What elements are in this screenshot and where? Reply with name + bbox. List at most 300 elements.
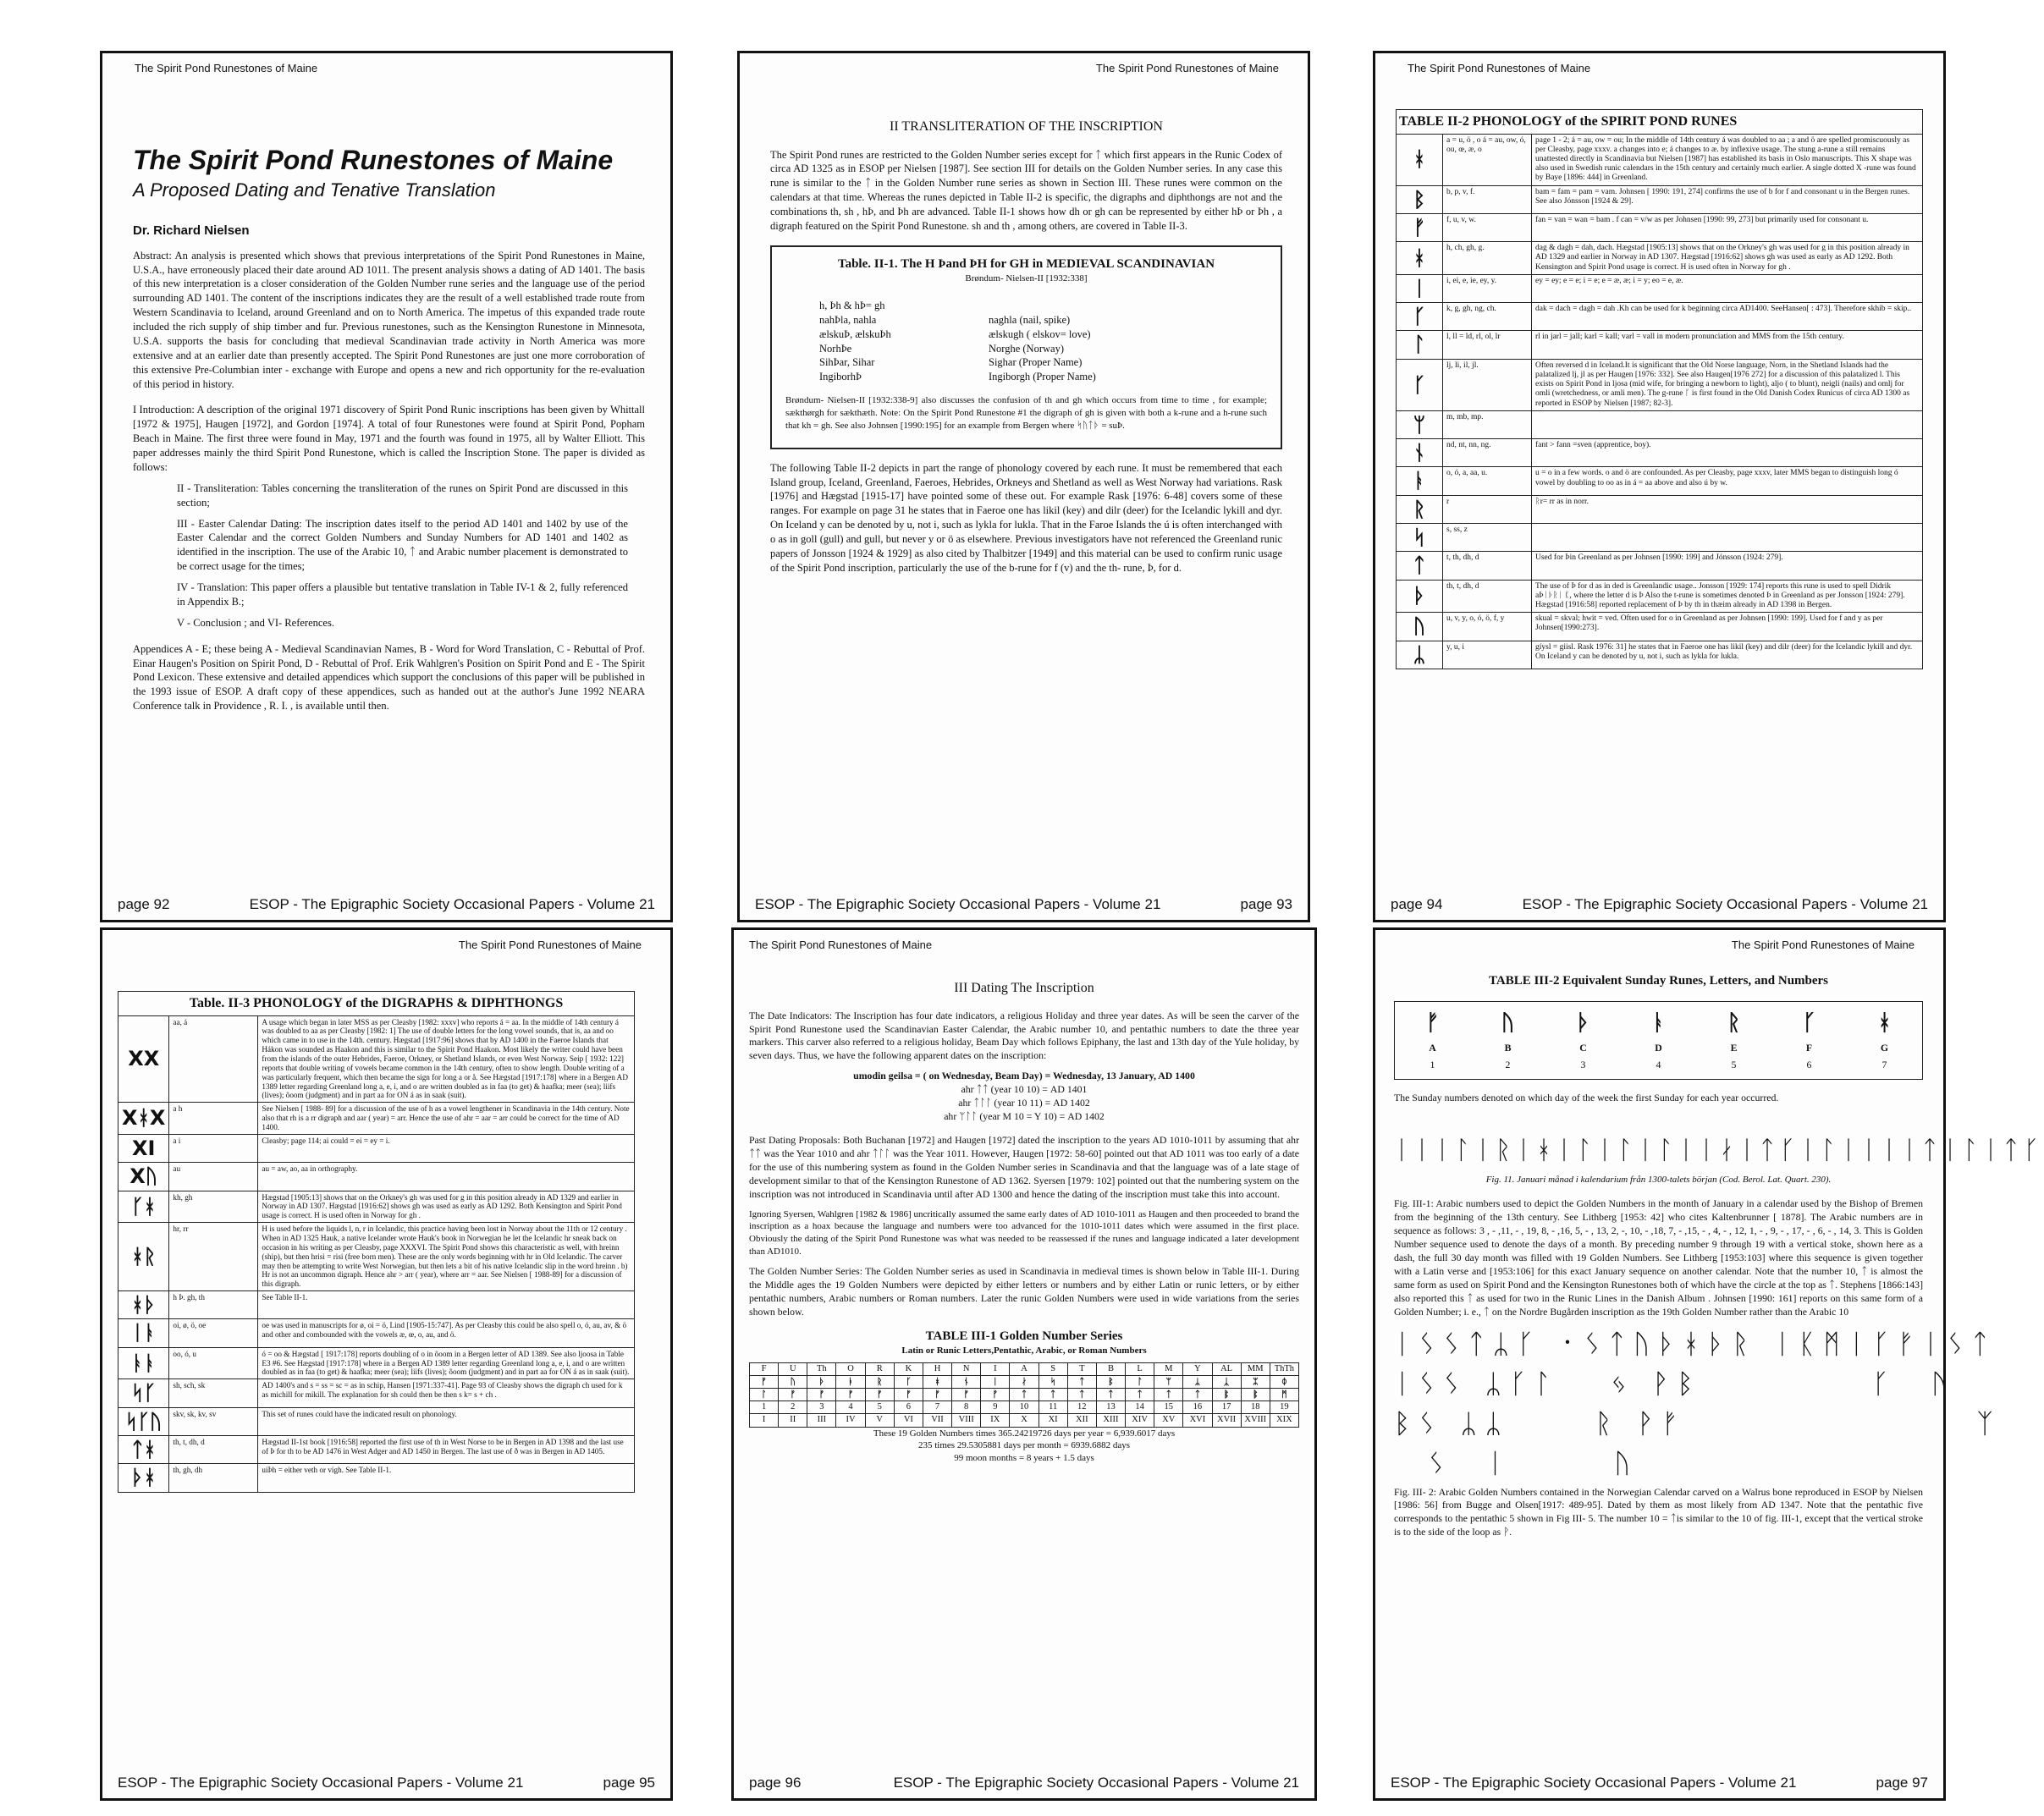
- golden-cell: R: [866, 1363, 895, 1375]
- table-row: [118, 1407, 635, 1435]
- note-cell: ó = oo & Hægstad [ 1917:178] reports doubling of o in õoom in a Bergen letter of AD 1389. See also ljoosa in Table E3 #6. See Hægstad [1917:178] where in a Bergen AD 1389 letter regarding Greenland long a, e, i, and o are written doubled as in faa (to get) & haafka; meer (sea); liifs (lives); õoom (judgment) and in part aa for ON á as in saak (suit).: [258, 1347, 635, 1379]
- sunday-cell: ᚢ: [1501, 1010, 1515, 1037]
- golden-cell: 13: [1097, 1401, 1126, 1413]
- rune-cell: ᚴ: [1397, 303, 1443, 331]
- golden-cell: ᛚ: [1126, 1376, 1154, 1388]
- table-row: [1397, 134, 1923, 185]
- rune-cell: ᚱ: [1397, 495, 1443, 523]
- rune-cell: ᚢ: [1397, 613, 1443, 641]
- golden-cell: ᛏ: [1010, 1389, 1039, 1401]
- sunday-cell: 2: [1505, 1059, 1511, 1071]
- page-number: page 96: [749, 1775, 802, 1791]
- golden-cell: ᛏ: [1039, 1389, 1068, 1401]
- golden-cell: 18: [1242, 1401, 1270, 1413]
- page-number: page 95: [603, 1775, 655, 1791]
- golden-cell: AL: [1213, 1363, 1242, 1375]
- rune-cell: ᚼᚦ: [118, 1291, 169, 1319]
- sound-cell: sh, sch, sk: [169, 1379, 258, 1407]
- golden-cell: ᛔ: [1242, 1389, 1270, 1401]
- paragraph: The following Table II-2 depicts in part the range of phonology covered by each rune. It must be remembered that each Island group, Iceland, Greenland, Faeroes, Hebrides, Orkneys and Shetland as well as West Norway had variations. Rask [1976] and Hægstad [1915-17] have pointed some of these out. For example Rask [1976: 6-48] covers some of these ranges. For example on page 31 he states that in Faeroe one has likil (key) and dilr (deer) for the Icelandic lykill and dyr. On Iceland y can be denoted by u, not i, such as lykla for lukla. That in the Faroe Islands the ú is often interchanged with o as in goll (gull) and gull, but never y or ö as elsewhere. Previous investigators have not referenced the Greenland runic papers of Jonsson [1924 & 1929] as also cited by Thalbitzer [1949] and this material can be used to confirm runic usage of the Spirit Pond inscription, particularly the use of the b-rune for f (v) and the th- rune, Þ, for d.: [770, 461, 1282, 574]
- note-cell: skual = skval; hwit = ved. Often used for o in Greenland as per Johnsen [1990: 199]. Used for f and y as per Johnsen[1990:273].: [1532, 613, 1923, 641]
- rune-cell: ᛚ: [1397, 331, 1443, 359]
- date-list: [749, 1070, 1299, 1124]
- table-title: TABLE III-2 Equivalent Sunday Runes, Letters, and Numbers: [1488, 974, 1829, 988]
- running-header: The Spirit Pond Runestones of Maine: [1408, 62, 1591, 74]
- box-cell-meaning: naghla (nail, spike): [989, 313, 1071, 326]
- note-cell: [1532, 410, 1923, 438]
- page-number: page 97: [1876, 1775, 1928, 1791]
- sound-cell: y, u, i: [1443, 641, 1532, 669]
- box-line: h, Þh & hÞ= gh: [819, 299, 885, 311]
- note-cell: See Table II-1.: [258, 1291, 635, 1319]
- golden-cell: XVII: [1213, 1414, 1242, 1426]
- golden-cell: VI: [895, 1414, 923, 1426]
- rune-cell: ᛏᚼ: [118, 1435, 169, 1463]
- handwritten-numbers: ᛁᛊᛊᛏᛦᚴ ᛫ᛊᛏᚢᚦᚼᚦᚱ ᛁᛕᛗᛁᚴᚠᛁᛊᛏ: [1394, 1327, 1997, 1360]
- sunday-row-numbers: [1395, 1059, 1922, 1072]
- golden-cell: ᚴ: [895, 1376, 923, 1388]
- rune-cell: XX: [118, 1015, 169, 1103]
- table-footnote: 99 moon months = 8 years + 1.5 days: [954, 1453, 1094, 1464]
- article-title: The Spirit Pond Runestones of Maine: [133, 145, 614, 175]
- golden-cell: B: [1097, 1363, 1126, 1375]
- sunday-cell: ᚠ: [1425, 1010, 1440, 1037]
- golden-cell: U: [779, 1363, 807, 1375]
- paragraph: The Spirit Pond runes are restricted to the Golden Number series except for ᛏ which first appears in the Runic Codex of circa AD 1325 as in ESOP per Nielsen [1987]. See section III for details on the Golden Number series. In any case this rune is similar to the ᛏ in the Golden Number rune series as shown in Section III. These runes were common on the calendars at that time. Whereas the runes depicted in Table II-2 is specific, the digraphs and diphthongs are not and the combinations th, sh , hÞ, and Þh are advanced. Table II-1 shows how dh or gh can be represented by either hÞ or Þh , a digraph featured on the Spirit Pond Runestone. sh and th , among others, are covered in Table II-3.: [770, 148, 1282, 232]
- golden-cell: ᚠ: [952, 1389, 981, 1401]
- golden-row-runes: [750, 1375, 1298, 1388]
- table-row: [118, 1134, 635, 1162]
- section-heading: III Dating The Inscription: [954, 981, 1094, 995]
- table-row: [1397, 242, 1923, 275]
- golden-cell: 3: [807, 1401, 836, 1413]
- golden-cell: XII: [1068, 1414, 1097, 1426]
- outline-item-5: V - Conclusion ; and VI- References.: [177, 616, 334, 629]
- golden-cell: ᚠ: [779, 1389, 807, 1401]
- box-cell-source: nahÞla, nahla: [819, 313, 877, 326]
- table-row: [1397, 303, 1923, 331]
- sunday-cell: ᚼ: [1877, 1010, 1892, 1037]
- box-row: [819, 355, 1267, 370]
- table-subtitle: Latin or Runic Letters,Pentathic, Arabic, or Roman Numbers: [901, 1345, 1147, 1356]
- sunday-cell: ᚱ: [1727, 1010, 1741, 1037]
- table-title: Table. II-3 PHONOLOGY of the DIGRAPHS & DIPHTHONGS: [118, 991, 635, 1015]
- golden-cell: 15: [1154, 1401, 1183, 1413]
- golden-cell: VII: [923, 1414, 952, 1426]
- article-subtitle: A Proposed Dating and Tenative Translation: [133, 179, 496, 201]
- sound-cell: m, mb, mp.: [1443, 410, 1532, 438]
- box-row: [819, 342, 1267, 356]
- page-95-body: [118, 991, 635, 1493]
- golden-cell: 8: [952, 1401, 981, 1413]
- sunday-cell: F: [1805, 1042, 1813, 1054]
- table-row: [118, 1464, 635, 1492]
- outline-item-4: IV - Translation: This paper offers a plausible but tentative translation in Table IV-1 & 2, fully referenced in Appendix B.;: [177, 581, 628, 608]
- golden-cell: 4: [836, 1401, 865, 1413]
- sunday-row-letters: [1395, 1042, 1922, 1055]
- page-97: [1373, 927, 2044, 1801]
- table-footnote: 235 times 29.5305881 days per month = 6939.6882 days: [917, 1440, 1131, 1451]
- table-row: [1397, 213, 1923, 241]
- table-row: [118, 1319, 635, 1347]
- sound-cell: th, t, dh, d: [169, 1435, 258, 1463]
- sunday-cell: G: [1880, 1042, 1889, 1054]
- golden-cell: XI: [1039, 1414, 1068, 1426]
- rune-cell: ᚦ: [1397, 580, 1443, 613]
- figure-caption: Fig. III-1: Arabic numbers used to depict the Golden Numbers in the month of January in a calendar used by the Bishop of Bremen from the beginning of the 13th century. See Lithberg [1953: 42] who cites Kaltenbrunner [ 1878]. The Arabic numbers are in sequence as follows: 3 , - ,11, - , 19, 8, - ,16, 5, - , 13, 2, -, 10, - ,18, 7, - ,15, - , 4, - , 12, 1, - , 9, - , 17, - , 6, - , 14, 3. This is Golden Number sequence used to denote the days of a month. By preceding number 9 through 19 with a vertical stoke, shown here as a dash, the full 30 day month was filled with 19 Golden Numbers. See Lithberg [1953:103] where this sequence is given together with a Latin verse and [1953:106] for this exact January sequence on another calendar. Note that the number 10, ᛏ is almost the same form as used on Spirit Pond and the Kensington Runestones both of which have the circle at the top as ᛏ. Stephens [1866:143] also reported this ᛏ as used for two in the Runic Lines in the Danish Album . Johnsen [1990: 161] reports on this same form of a Golden Number; i. e., ᛏ on the Nordre Bugården inscription as the 19th Golden Number rather than the Arabic 10: [1394, 1197, 1923, 1318]
- note-cell: u = o in a few words. o and ö are confounded. As per Cleasby, page xxxv, later MMS began to distinguish long ó vowel by doubling to oo as in á = aa above and also ú by w.: [1532, 467, 1923, 495]
- note-cell: AD 1400's and s = ss = sc = as in schip, Hansen [1971:337-41]. Page 93 of Cleasby shows the digraph ch used for k as michill for mikill. The explanation for sh could then be then s k= s + ch .: [258, 1379, 635, 1407]
- table-title: TABLE III-1 Golden Number Series: [925, 1329, 1123, 1343]
- sunday-cell: B: [1504, 1042, 1512, 1054]
- box-title: Table. II-1. The H Þand ÞH for GH in MEDIEVAL SCANDINAVIAN: [837, 256, 1215, 271]
- golden-cell: Y: [1183, 1363, 1212, 1375]
- box-cell-meaning: ælskugh ( elskov= love): [989, 327, 1091, 340]
- golden-cell: L: [1126, 1363, 1154, 1375]
- golden-cell: ᛋ: [1039, 1376, 1068, 1388]
- box-cell-meaning: Norghe (Norway): [989, 342, 1064, 355]
- box-source: Brøndum- Nielsen-II [1932:338]: [965, 273, 1088, 284]
- sound-cell: kh, gh: [169, 1191, 258, 1223]
- journal-name: ESOP - The Epigraphic Society Occasional Papers - Volume 21: [249, 896, 655, 912]
- table-row: [1397, 641, 1923, 669]
- rune-cell: ᛋᚴ: [118, 1379, 169, 1407]
- table-row: [118, 1435, 635, 1463]
- page-footer: [1391, 896, 1928, 913]
- golden-cell: 6: [895, 1401, 923, 1413]
- note-cell: gíysl = giisl. Rask 1976: 31] he states that in Faeroe one has likil (key) and dilr (deer) for the Icelandic lykill and dyr. On Iceland y can be denoted by u, not i, such as lykla for lukla.: [1532, 641, 1923, 669]
- sunday-table: [1394, 1001, 1923, 1080]
- running-header: The Spirit Pond Runestones of Maine: [1731, 938, 1915, 951]
- note-cell: Hægstad [1905:13] shows that on the Orkney's gh was used for g in this position already in AD 1329 and earlier in Norway in AD 1307. Hægstad [1916:62] shows gh was used as early as AD 1292. Both Kensington and Spirit Pond usage is correct. H is used often in Norway for gh .: [258, 1191, 635, 1223]
- golden-cell: ᚠ: [836, 1389, 865, 1401]
- note-cell: This set of runes could have the indicated result on phonology.: [258, 1407, 635, 1435]
- page-96: [731, 927, 1317, 1801]
- table-row: [1397, 274, 1923, 302]
- golden-cell: ᛯ: [1242, 1376, 1270, 1388]
- golden-number-table: [749, 1362, 1299, 1428]
- date-line: ahr ᛘᛚᛚ (year M 10 = Y 10) = AD 1402: [944, 1110, 1105, 1123]
- rune-cell: ᛋᚴᚢ: [118, 1407, 169, 1435]
- table-footnote: These 19 Golden Numbers times 365.24219726 days per year = 6,939.6017 days: [873, 1428, 1176, 1439]
- sunday-row-runes: [1395, 1009, 1922, 1038]
- golden-cell: II: [779, 1414, 807, 1426]
- golden-cell: ᚠ: [807, 1389, 836, 1401]
- handwritten-numbers: ᛊ ᛁ ᚢ: [1394, 1447, 1639, 1480]
- golden-cell: ᛁ: [981, 1376, 1010, 1388]
- page-footer: [755, 896, 1292, 913]
- calendar-caption: Fig. 11. Januari månad i kalendarium från 1300-talets början (Cod. Berol. Lat. Quart. 230).: [1485, 1174, 1832, 1185]
- sunday-cell: 6: [1806, 1059, 1812, 1071]
- note-cell: ey = ey; e = e; i = e; e = æ, æ; i = y; eo = e, æ.: [1532, 274, 1923, 302]
- running-header: The Spirit Pond Runestones of Maine: [458, 938, 642, 951]
- golden-cell: 16: [1183, 1401, 1212, 1413]
- rune-cell: ᛋ: [1397, 524, 1443, 552]
- sunday-cell: A: [1429, 1042, 1436, 1054]
- running-header: The Spirit Pond Runestones of Maine: [1095, 62, 1279, 74]
- box-cell-source: ælskuÞ, ælskuÞh: [819, 327, 891, 340]
- outline-item-2: II - Transliteration: Tables concerning the transliteration of the runes on Spirit Pond are discussed in this section;: [177, 482, 628, 509]
- note-cell: See Nielsen [ 1988- 89] for a discussion of the use of h as a vowel lengthener in Scandinavia in the 14th century. Note also that rh is a rr digraph and aar ( year) = arr. Hence the use of ahr = aar = arr could be correct for the time of AD 1400.: [258, 1103, 635, 1135]
- golden-cell: V: [866, 1414, 895, 1426]
- golden-cell: ᛗ: [1281, 1390, 1287, 1401]
- sound-cell: lj, li, il, jl.: [1443, 359, 1532, 410]
- note-cell: fant > fann =sven (apprentice, boy).: [1532, 439, 1923, 467]
- table-row: [1397, 410, 1923, 438]
- golden-cell: XIX: [1276, 1415, 1292, 1425]
- golden-cell: ᛏ: [1126, 1389, 1154, 1401]
- date-line: ahr ᛏᛏ (year 10 10) = AD 1401: [961, 1083, 1088, 1096]
- sound-cell: k, g, gh, ng, ch.: [1443, 303, 1532, 331]
- page-93-body: [770, 102, 1282, 582]
- golden-cell: ᛰ: [1281, 1376, 1287, 1387]
- note-cell: fan = van = wan = bam . f can = v/w as per Johnsen [1990: 99, 273] but primarily used for consonant u.: [1532, 213, 1923, 241]
- paragraph: Past Dating Proposals: Both Buchanan [1972] and Haugen [1972] dated the inscription to the years AD 1010-1011 by assuming that ahr ᛏᛏ was the Year 1010 and ahr ᛏᛚᛚ was the Year 1011. However, Haugen [1972: 58-60] pointed out that AD 1011 was too early of a date for the use of this numbering system as found in the Golden Number series in Scandinavia and that the language was of a late stage of development similar to that of the Kensington Runestone of AD 1362. Syersen [1979: 102] pointed out that the numbering system on the inscription was not introduced in Scandinavia until after AD 1300 and hence the dating of the inscription must take this into account.: [749, 1133, 1299, 1200]
- page-number: page 92: [118, 896, 170, 912]
- handwritten-numbers: ᛁᛊᛊ ᛦᚴᛚ ᛃ ᚹᛒ ᚴ ᚢ: [1394, 1367, 1957, 1400]
- sound-cell: b, p, v, f.: [1443, 185, 1532, 213]
- golden-cell: III: [807, 1414, 836, 1426]
- sound-cell: a i: [169, 1134, 258, 1162]
- note-cell: rl in jarl = jall; karl = kall; varl = vall in modern pronunciation and MMS from the 15th century.: [1532, 331, 1923, 359]
- sound-cell: skv, sk, kv, sv: [169, 1407, 258, 1435]
- golden-cell: XIV: [1126, 1414, 1154, 1426]
- golden-cell: A: [1010, 1363, 1039, 1375]
- box-row: [819, 313, 1267, 327]
- sound-cell: t, th, dh, d: [1443, 552, 1532, 580]
- golden-cell: ᛘ: [1154, 1376, 1183, 1388]
- golden-cell: K: [895, 1363, 923, 1375]
- phonology-table: [1396, 134, 1923, 669]
- rune-cell: ᚭ: [1397, 467, 1443, 495]
- note-cell: uiÞh = either veth or vigh. See Table II-1.: [258, 1464, 635, 1492]
- golden-cell: 1: [750, 1401, 779, 1413]
- table-ii-1-box: [770, 245, 1282, 449]
- box-row: [819, 370, 1267, 384]
- golden-cell: IX: [981, 1414, 1010, 1426]
- golden-cell: Th: [807, 1363, 836, 1375]
- golden-cell: ᛏ: [1097, 1389, 1126, 1401]
- sunday-cell: 7: [1881, 1059, 1887, 1071]
- sunday-cell: 4: [1656, 1059, 1661, 1071]
- table-row: [118, 1103, 635, 1135]
- sound-cell: l, ll = ld, rl, ol, lr: [1443, 331, 1532, 359]
- golden-cell: ᚾ: [952, 1376, 981, 1388]
- box-cell-meaning: Sighar (Proper Name): [989, 356, 1083, 369]
- golden-cell: ᚼ: [923, 1376, 952, 1388]
- journal-name: ESOP - The Epigraphic Society Occasional Papers - Volume 21: [118, 1775, 524, 1791]
- sound-cell: th, t, dh, d: [1443, 580, 1532, 613]
- golden-cell: O: [836, 1363, 865, 1375]
- section-heading: II TRANSLITERATION OF THE INSCRIPTION: [890, 119, 1163, 134]
- box-rows: [819, 313, 1267, 384]
- golden-cell: 2: [779, 1401, 807, 1413]
- paragraph: Ignoring Syersen, Wahlgren [1982 & 1986] uncritically assumed the same early dates of AD 1010-1011 as Haugen and then proceeded to brand the inscription as a hoax because the language and numbers were too advanced for the 1010-1011 dates which were assumed in the first place. Obviously the dating of the Spirit Pond Runestone was what was needed to be reassessed if the runes and language indicated a later development than AD1010.: [749, 1208, 1299, 1257]
- page-footer: [1391, 1775, 1928, 1791]
- page-footer: [749, 1775, 1299, 1791]
- golden-cell: ᛚ: [750, 1389, 779, 1401]
- note-cell: A usage which began in later MSS as per Cleasby [1982: xxxv] who reports á = aa. In the middle of 14th century á was doubled to aa as per Cleasby [1982: 1] The use of double letters for the long vowel sounds, that is, aa and oo which came in to use in the 14th. century. Hægstad [1917:96] shows that by AD 1400 in the Faeroe Islands that Hákon was sounded as Haakon and this is similar to the Spirit Pond Haakon. Most likely the writer could have been from the islands of the outer Hebrides, Faeroe, Orkney, or Shetland Islands, or even West Norway. Seip [ 1932: 122] reports that double writing of vowels became common in the 14th century, often to show length. Double writing of a was particularly frequent, which then became the sign for long a or å. See Hægstad [1917:178] where in a Bergen AD 1389 letter regarding Greenland long a, e, i, and o are written doubled as in faa (to get) & haafka; meer (sea); liifs (lives); õoom (judgment) and in part aa for ON á as in saak (suit).: [258, 1015, 635, 1103]
- golden-cell: X: [1010, 1414, 1039, 1426]
- rune-cell: ᛏ: [1397, 552, 1443, 580]
- golden-cell: F: [750, 1363, 779, 1375]
- golden-cell: ᛏ: [1068, 1376, 1097, 1388]
- golden-cell: ᛦ: [1183, 1376, 1212, 1388]
- note-cell: au = aw, ao, aa in orthography.: [258, 1163, 635, 1191]
- box-cell-source: IngiborhÞ: [819, 371, 862, 383]
- page-93: [737, 51, 1310, 922]
- sound-cell: o, ó, a, aa, u.: [1443, 467, 1532, 495]
- sound-cell: au: [169, 1163, 258, 1191]
- page-number: page 93: [1240, 896, 1292, 912]
- rune-cell: ᛒ: [1397, 185, 1443, 213]
- box-note: Brøndum- Nielsen-II [1932:338-9] also discusses the confusion of th and gh which occurs from time to time , for example; sækthørgh for sækthæth. Note: On the Spirit Pond Runestone #1 the digraph of gh is given with both a k-rune and a h-rune such that kh = gh. See also Johnsen [1990:195] for an example from Bergen where ᛋᚢᛏᚦ = suÞ.: [785, 395, 1267, 431]
- golden-cell: 5: [866, 1401, 895, 1413]
- rune-cell: ᛘ: [1397, 410, 1443, 438]
- table-row: [1397, 331, 1923, 359]
- table-row: [1397, 552, 1923, 580]
- golden-cell: ᚢ: [779, 1376, 807, 1388]
- sunday-cell: ᚭ: [1651, 1010, 1666, 1037]
- rune-cell: ᚴ: [1397, 359, 1443, 410]
- golden-cell: ThTh: [1274, 1363, 1295, 1373]
- page-94: [1373, 51, 1946, 922]
- box-cell-meaning: Ingiborgh (Proper Name): [989, 371, 1096, 383]
- sound-cell: aa, á: [169, 1015, 258, 1103]
- golden-row-arabic: [750, 1401, 1298, 1413]
- golden-cell: I: [981, 1363, 1010, 1375]
- note-cell: Hægstad II-1st book [1916:58] reported the first use of th in West Norse to be in Bergen in AD 1398 and the last use of Þ for th to be AD 1476 in West Adger and AD 1450 in Bergen. The last use of ð was in Bergen in AD 1405.: [258, 1435, 635, 1463]
- page-footer: [118, 896, 655, 913]
- sound-cell: i, ei, e, ie, ey, y.: [1443, 274, 1532, 302]
- sound-cell: oi, ø, ö, oe: [169, 1319, 258, 1347]
- date-line: umodin geilsa = ( on Wednesday, Beam Day) = Wednesday, 13 January, AD 1400: [853, 1070, 1195, 1082]
- golden-cell: M: [1154, 1363, 1183, 1375]
- sunday-cell: ᚴ: [1802, 1010, 1816, 1037]
- sound-cell: hr, rr: [169, 1223, 258, 1291]
- golden-cell: ᚦ: [807, 1376, 836, 1388]
- golden-cell: IV: [836, 1414, 865, 1426]
- table-row: [118, 1291, 635, 1319]
- golden-cell: 12: [1068, 1401, 1097, 1413]
- running-header: The Spirit Pond Runestones of Maine: [749, 938, 933, 951]
- golden-cell: 19: [1280, 1402, 1289, 1412]
- sunday-note: The Sunday numbers denoted on which day of the week the first Sunday for each year occurred.: [1394, 1092, 1779, 1104]
- golden-cell: ᛏ: [1068, 1389, 1097, 1401]
- page-94-body: [1396, 109, 1923, 669]
- sound-cell: h Þ. gh, th: [169, 1291, 258, 1319]
- box-cell-source: NorhÞe: [819, 342, 852, 355]
- date-line: ahr ᛏᛚᛚ (year 10 11) = AD 1402: [958, 1097, 1090, 1109]
- rune-cell: ᚭᚭ: [118, 1347, 169, 1379]
- golden-cell: XVI: [1183, 1414, 1212, 1426]
- golden-cell: 17: [1213, 1401, 1242, 1413]
- note-cell: oe was used in manuscripts for ø, oi = ö, Lind [1905-15:747]. As per Cleasby this could be also spell o, ó, au, av, & ö and other and combounded with the vowels æ, œ, o, au, and ö.: [258, 1319, 635, 1347]
- table-title: TABLE II-2 PHONOLOGY of the SPIRIT POND RUNES: [1396, 109, 1923, 134]
- table-row: [118, 1223, 635, 1291]
- sunday-cell: ᚦ: [1576, 1010, 1590, 1037]
- golden-cell: ᚱ: [866, 1376, 895, 1388]
- golden-cell: ᚠ: [895, 1389, 923, 1401]
- rune-cell: ᚦᚼ: [118, 1464, 169, 1492]
- table-row: [1397, 495, 1923, 523]
- golden-cell: ᛏ: [1154, 1389, 1183, 1401]
- rune-cell: ᚠ: [1397, 213, 1443, 241]
- sunday-cell: 5: [1731, 1059, 1737, 1071]
- box-row: [819, 327, 1267, 342]
- note-cell: bam = fam = pam = vam. Johnsen [ 1990: 191, 274] confirms the use of b for f and consonant u in the Bergen runes. See also Jónsson [1924 & 29].: [1532, 185, 1923, 213]
- journal-name: ESOP - The Epigraphic Society Occasional Papers - Volume 21: [1391, 1775, 1797, 1791]
- golden-cell: XVIII: [1242, 1414, 1270, 1426]
- journal-name: ESOP - The Epigraphic Society Occasional Papers - Volume 21: [893, 1775, 1299, 1791]
- note-cell: Used for Þin Greenland as per Johnsen [1990: 199] and Jónsson (1924: 279].: [1532, 552, 1923, 580]
- sound-cell: nd, nt, nn, ng.: [1443, 439, 1532, 467]
- golden-cell: MM: [1242, 1363, 1270, 1375]
- note-cell: ᚱr= rr as in norr.: [1532, 495, 1923, 523]
- page-92-body: [133, 145, 645, 720]
- golden-row-latin: [750, 1363, 1298, 1375]
- rune-cell: ᛁᚭ: [118, 1319, 169, 1347]
- journal-name: ESOP - The Epigraphic Society Occasional Papers - Volume 21: [755, 896, 1161, 912]
- golden-cell: N: [952, 1363, 981, 1375]
- paragraph: The Golden Number Series: The Golden Number series as used in Scandinavia in medieval times is shown below in Table III-1. During the Middle ages the 19 Golden Numbers were depicted by either letters or numbers and by either Latin or runic letters, or by either pentathic numbers, Arabic numbers or Roman numbers. Later the runic Golden Numbers were used in wide variations from the series shown below.: [749, 1264, 1299, 1318]
- sound-cell: s, ss, z: [1443, 524, 1532, 552]
- golden-cell: ᛒ: [1097, 1376, 1126, 1388]
- golden-cell: ᚠ: [981, 1389, 1010, 1401]
- author: Dr. Richard Nielsen: [133, 223, 250, 239]
- page-95: [100, 927, 673, 1801]
- page-number: page 94: [1391, 896, 1443, 912]
- golden-cell: ᛣ: [1213, 1376, 1242, 1388]
- sunday-cell: E: [1730, 1042, 1738, 1054]
- golden-cell: XV: [1154, 1414, 1183, 1426]
- note-cell: dag & dagh = dah, dach. Hægstad [1905:13] shows that on the Orkney's gh was used for g in this position already in AD 1329 and earlier in Norway in AD 1307. Hægstad [1916:62] shows gh was used as early as AD 1292. Both Kensington and Spirit Pond usage is correct. H is used often in Norway for gh .: [1532, 242, 1923, 275]
- golden-cell: VIII: [952, 1414, 981, 1426]
- box-cell-source: SihÞar, Sihar: [819, 356, 875, 369]
- sunday-cell: 1: [1430, 1059, 1435, 1071]
- golden-cell: ᛅ: [1010, 1376, 1039, 1388]
- golden-cell: 9: [981, 1401, 1010, 1413]
- golden-cell: XIII: [1097, 1414, 1126, 1426]
- table-row: [118, 1379, 635, 1407]
- note-cell: [1532, 524, 1923, 552]
- golden-cell: S: [1039, 1363, 1068, 1375]
- note-cell: The use of Þ for d as in ded is Greenlandic usage.. Jonsson [1929: 174] reports this rune is used to spell Didrik aÞᛁᚦᚱᛁ ᛕ, where the letter d is Þ Also the t-rune is sometimes denoted Þ in Greenland as per Jonsson [1924: 279]. Hægstad [1916:58] reported replacement of Þ by th in thæim already in AD 1398 in Bergen.: [1532, 580, 1923, 613]
- golden-cell: ᚠ: [923, 1389, 952, 1401]
- page-96-body: [749, 964, 1299, 1465]
- note-cell: page 1 - 2; á = au, ow = ou; In the middle of 14th century á was doubled to aa ; a and ö are spelled promiscuously as per Cleasby, page xxxv. a changes into e; á changes to æ. by inflexive usage. The stung a-rune a still remains unattested directly in Scandinavia but Nielsen [1987] has established its basis in Oslo manuscripts. This X shape was also used in Swedish runic calendars in the 15th century and certainly much earlier. A single dotted X -rune was found by Baye [1896: 444] in Greenland.: [1532, 134, 1923, 185]
- appendices: Appendices A - E; these being A - Medieval Scandinavian Names, B - Word for Word Translation, C - Rebuttal of Prof. Einar Haugen's Position on Spirit Pond, D - Rebuttal of Prof. Erik Wahlgren's Position on Spirit Pond and E - The Spirit Pond Lexicon. These extensive and detailed appendices which support the conclusions of this paper will be published in the 1993 issue of ESOP. A draft copy of these appendices, such as handed out at the author's June 1992 NEARA Conference talk in Providence , R. I. , is available until then.: [133, 642, 645, 713]
- golden-cell: 10: [1010, 1401, 1039, 1413]
- table-row: [1397, 524, 1923, 552]
- rune-cell: ᛦ: [1397, 641, 1443, 669]
- table-row: [1397, 467, 1923, 495]
- introduction: I Introduction: A description of the original 1971 discovery of Spirit Pond Runic inscriptions has been given by Whittall [1972 & 1975], Haugen [1972], and Gordon [1974]. A total of four Runestones were found at Spirit Pond, Popham Beach in Maine. The first three were found in May, 1971 and the fourth was found in 1975, all by Walter Elliott. This paper addresses mainly the third Spirit Pond Runestone, which is called the Inscription Stone. The paper is divided as follows:: [133, 404, 645, 473]
- sunday-cell: 3: [1580, 1059, 1586, 1071]
- rune-cell: ᚾ: [1397, 439, 1443, 467]
- outline-item-3: III - Easter Calendar Dating: The inscription dates itself to the period AD 1401 and 1402 by use of the Easter Calendar and the correct Golden Numbers and Sunday Numbers for AD 1401 and 1402 as identified in the inscription. The use of the Arabic 10, ᛏ and Arabic number placement is demonstrated to be correct usage for the times;: [177, 517, 628, 573]
- sound-cell: r: [1443, 495, 1532, 523]
- page-footer: [118, 1775, 655, 1791]
- digraph-table: [118, 1015, 635, 1493]
- note-cell: dak = dach = dagh = dah .Kh can be used for k beginning circa AD1400. SeeHansen[ : 473]. Therefore skhib = skip..: [1532, 303, 1923, 331]
- note-cell: H is used before the liquids l, n, r in Icelandic, this practice having been lost in Norway about the 11th or 12 century . When in AD 1325 Hauk, a native Icelander wrote Hauk's book in Norwegian he let the Icelandic hr sneak back on occasion in his writing as per Cleasby, page XXXVI. The Spirit Pond shows this characteristic as well, with hreinn (ship), but then hrisi = risi (free born men). These are the only words beginning with hr in Old Icelandic. The carver may then be attempting to write West Norwegian, but then lets a bit of his native Icelandic slip in the word hreinn . b) Hr is not an uncommon digraph. Hence ahr > arr ( year), where arr = aar. See Nielsen [ 1988-89] for a discussion of this digraph.: [258, 1223, 635, 1291]
- golden-row-roman: [750, 1413, 1298, 1426]
- golden-cell: 14: [1126, 1401, 1154, 1413]
- golden-row-pent: [750, 1388, 1298, 1401]
- sound-cell: th, gh, dh: [169, 1464, 258, 1492]
- table-row: [1397, 580, 1923, 613]
